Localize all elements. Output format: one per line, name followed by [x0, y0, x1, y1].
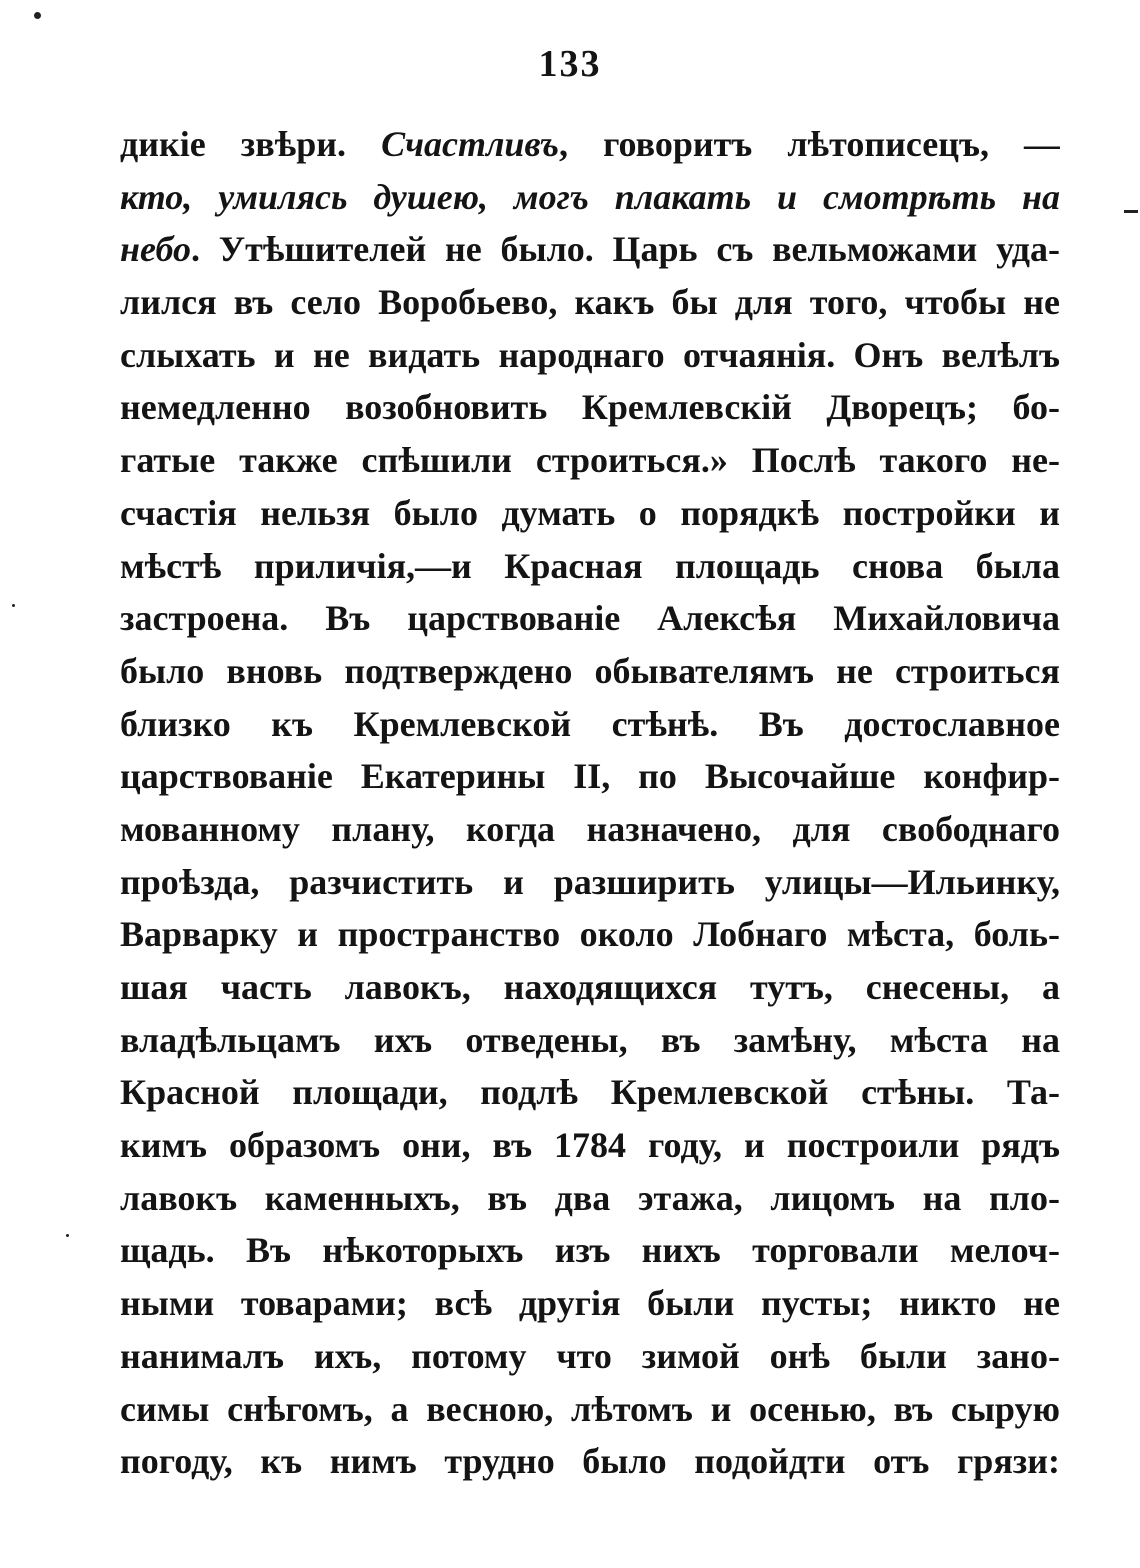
text-line: [120, 276, 1060, 329]
text-run: счастія нельзя было думать о порядкѣ постройки и: [120, 492, 1060, 533]
text-run: шая часть лавокъ, находящихся тутъ, снесены, а: [120, 967, 1060, 1007]
text-run: ными товарами; всѣ другія были пусты; никто не: [120, 1283, 1060, 1324]
text-run: было вновь подтверждено обывателямъ не строиться: [120, 650, 1060, 691]
scan-speck: [12, 604, 15, 607]
scan-speck: [34, 12, 41, 19]
text-run: погоду, къ нимъ трудно было подойдти отъ грязи:: [120, 1441, 1060, 1482]
text-line: [120, 540, 1060, 593]
text-line: [120, 381, 1060, 434]
text-run: лился въ село Воробьево, какъ бы для того, чтобы не: [120, 282, 1060, 323]
text-line: [120, 171, 1060, 224]
text-run: застроена. Въ царствованіе Алексѣя Михайловича: [120, 598, 1060, 639]
text-run: . Утѣшителей не было. Царь съ вельможами уда-: [190, 229, 1060, 270]
text-line: [120, 487, 1060, 540]
text-line: [120, 1435, 1060, 1488]
text-line: [120, 592, 1060, 645]
text-run: мѣстѣ приличія,—и Красная площадь снова была: [120, 545, 1060, 586]
text-run: Варварку и пространство около Лобнаго мѣста, боль-: [120, 914, 1060, 955]
text-run: щадь. Въ нѣкоторыхъ изъ нихъ торговали мелоч-: [120, 1230, 1060, 1271]
text-run: гатые также спѣшили строиться.» Послѣ такого не-: [120, 440, 1060, 481]
text-run: дикіе звѣри.: [120, 124, 382, 164]
body-text: [120, 118, 1060, 1488]
text-run: лавокъ каменныхъ, въ два этажа, лицомъ на пло-: [120, 1177, 1060, 1218]
text-run: близко къ Кремлевской стѣнѣ. Въ достославное: [120, 703, 1060, 744]
text-line: [120, 1119, 1060, 1172]
text-run: слыхать и не видать народнаго отчаянія. Онъ велѣлъ: [120, 334, 1060, 375]
margin-mark: [1124, 210, 1138, 213]
text-line: [120, 434, 1060, 487]
text-line: [120, 803, 1060, 856]
text-run: царствованіе Екатерины II, по Высочайше конфир-: [120, 756, 1060, 797]
text-line: [120, 1383, 1060, 1436]
scan-speck: [66, 1234, 69, 1237]
text-line: [120, 750, 1060, 803]
text-run: немедленно возобновить Кремлевскій Дворецъ; бо-: [120, 387, 1060, 428]
text-line: [120, 1224, 1060, 1277]
text-line: [120, 856, 1060, 909]
text-line: [120, 1014, 1060, 1067]
text-run: проѣзда, разчистить и разширить улицы—Ильинку,: [120, 861, 1060, 902]
text-run: , говоритъ лѣтописецъ, —: [559, 124, 1060, 164]
page-number: 133: [538, 43, 602, 85]
text-line: [120, 118, 1060, 171]
text-run: владѣльцамъ ихъ отведены, въ замѣну, мѣста на: [120, 1019, 1060, 1060]
text-run: кимъ образомъ они, въ 1784 году, и построили рядъ: [120, 1125, 1060, 1166]
text-line: [120, 908, 1060, 961]
text-line: [120, 1066, 1060, 1119]
italic-quote-text: кто, умилясь душею, могъ плакать и смотрѣть на: [120, 176, 1060, 217]
italic-quote-text: небо: [120, 229, 191, 270]
text-line: [120, 645, 1060, 698]
text-run: Красной площади, подлѣ Кремлевской стѣны. Та-: [120, 1072, 1060, 1113]
text-line: [120, 1330, 1060, 1383]
text-line: [120, 329, 1060, 382]
text-run: мованному плану, когда назначено, для свободнаго: [120, 808, 1060, 849]
italic-quote-text: Счастливъ: [381, 124, 560, 164]
text-line: [120, 698, 1060, 751]
text-line: [120, 223, 1060, 276]
text-run: нанималъ ихъ, потому что зимой онѣ были зано-: [120, 1335, 1060, 1376]
text-line: [120, 961, 1060, 1014]
text-line: [120, 1277, 1060, 1330]
text-line: [120, 1172, 1060, 1225]
text-run: симы снѣгомъ, а весною, лѣтомъ и осенью, въ сырую: [120, 1388, 1060, 1429]
